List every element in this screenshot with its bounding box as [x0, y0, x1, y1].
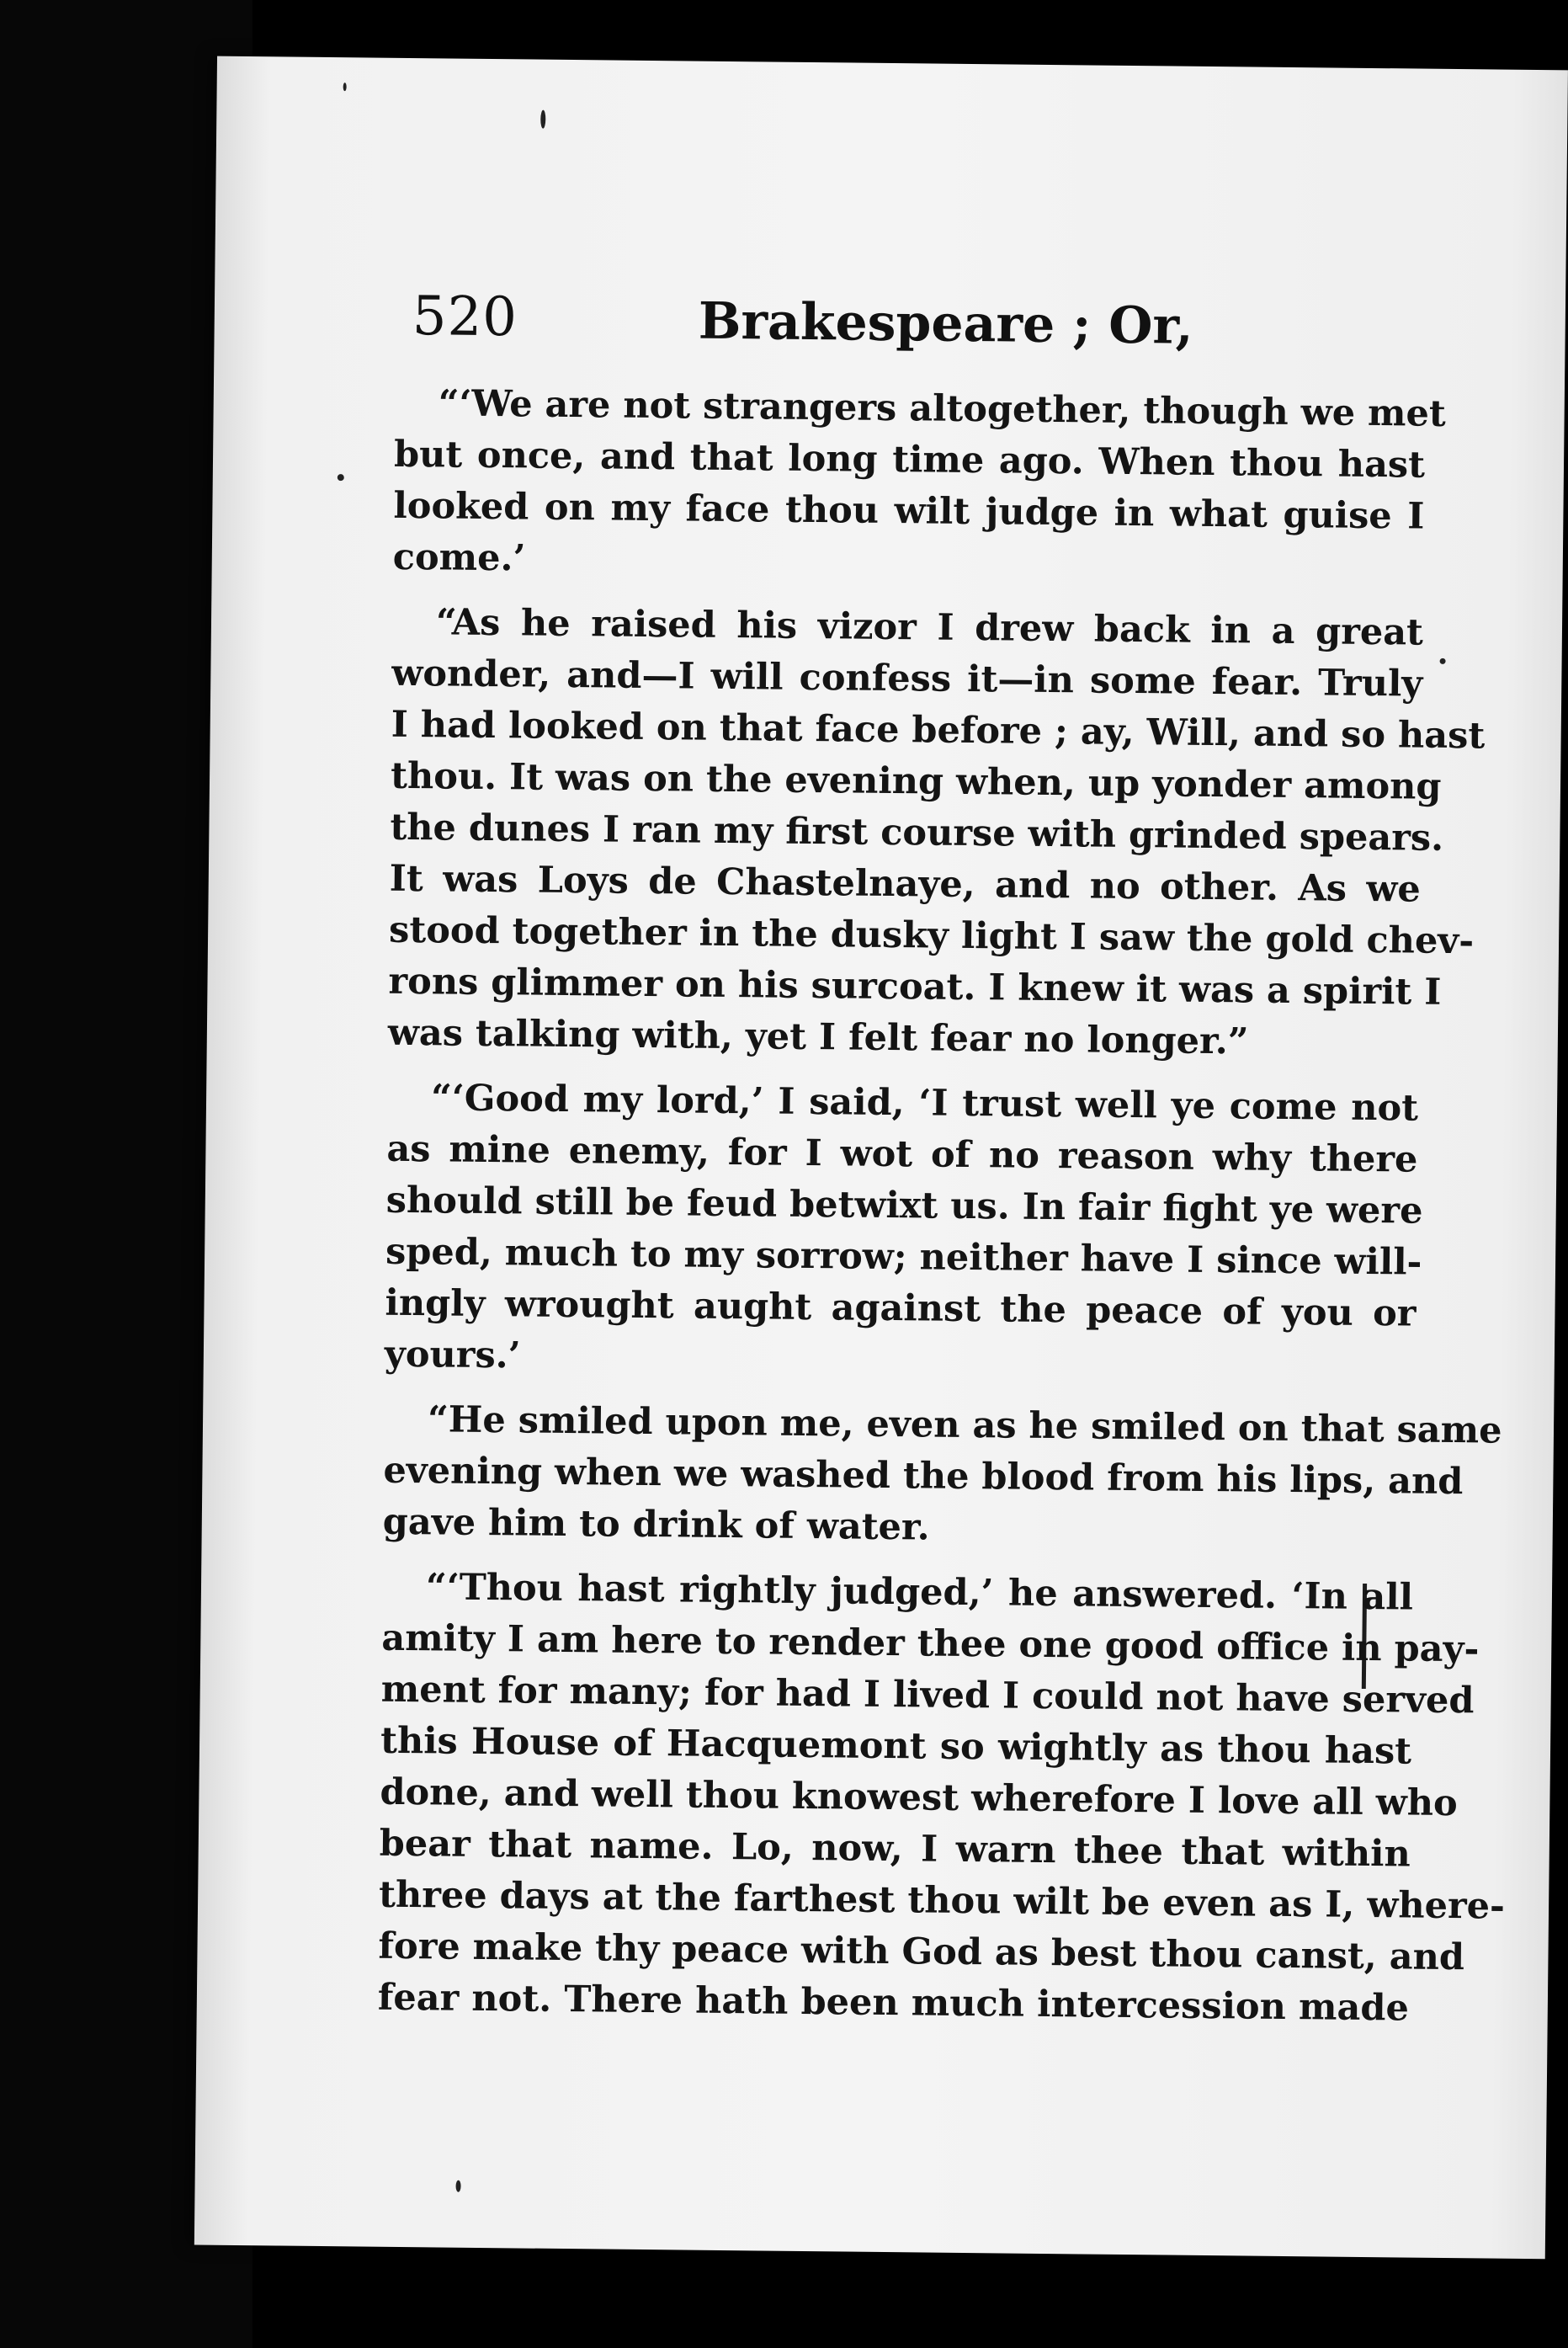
text-line: the dunes I ran my first course with grinded spears.	[390, 806, 1444, 860]
scan-speck	[540, 110, 545, 129]
text-line: evening when we washed the blood from his lips, and	[383, 1449, 1464, 1504]
text-line: ingly wrought aught against the peace of you or	[385, 1281, 1417, 1335]
text-line: “‘We are not strangers altogether, though we met	[438, 382, 1447, 435]
text-line: this House of Hacquemont so wightly as thou hast	[380, 1719, 1412, 1773]
text-line: done, and well thou knowest wherefore I love all who	[380, 1770, 1459, 1825]
running-title: Brakespeare ; Or,	[698, 291, 1193, 356]
book-page	[194, 56, 1568, 2260]
text-line: looked on my face thou wilt judge in what guise I	[393, 484, 1425, 538]
text-line: fear not. There hath been much intercession made	[377, 1976, 1410, 2030]
text-line: as mine enemy, for I wot of no reason why there	[386, 1127, 1418, 1181]
text-line: bear that name. Lo, now, I warn thee that within	[379, 1822, 1411, 1876]
text-line: rons glimmer on his surcoat. I knew it was a spirit I	[388, 960, 1442, 1014]
text-line: It was Loys de Chastelnaye, and no other. As we	[389, 857, 1422, 911]
paragraph	[382, 1394, 1502, 1559]
paragraph	[377, 1562, 1506, 2035]
text-line: I had looked on that face before ; ay, Will, and so hast	[391, 703, 1486, 758]
text-line: come.’	[392, 535, 526, 580]
text-line: yours.’	[384, 1333, 521, 1377]
text-line: amity I am here to render thee one good office in pay-	[381, 1616, 1480, 1671]
body-text	[377, 378, 1506, 2035]
paragraph	[384, 1073, 1423, 1392]
text-line: stood together in the dusky light I saw the gold chev-	[388, 908, 1475, 963]
text-line: “As he raised his vizor I drew back in a great	[435, 601, 1424, 654]
text-line: wonder, and—I will confess it—in some fear. Truly	[391, 652, 1423, 705]
text-line: sped, much to my sorrow; neither have I since will-	[385, 1230, 1422, 1284]
text-line: ment for many; for had I lived I could not have served	[380, 1668, 1475, 1722]
text-line: gave him to drink of water.	[382, 1500, 930, 1549]
paragraph	[387, 597, 1486, 1070]
paragraph	[392, 378, 1447, 594]
text-line: but once, and that long time ago. When thou hast	[393, 433, 1426, 487]
scan-speck	[343, 83, 347, 91]
scan-speck	[1440, 658, 1446, 664]
text-line: thou. It was on the evening when, up yonder among	[390, 754, 1442, 808]
scan-speck	[338, 474, 344, 481]
scan-speck	[455, 2180, 460, 2192]
text-line: should still be feud betwixt us. In fair fight ye were	[385, 1179, 1423, 1233]
page-content	[377, 285, 1506, 2048]
text-line: “‘Thou hast rightly judged,’ he answered. ‘In all	[425, 1566, 1414, 1619]
text-line: “‘Good my lord,’ I said, ‘I trust well ye come not	[430, 1077, 1419, 1130]
text-line: “He smiled upon me, even as he smiled on that same	[427, 1398, 1502, 1452]
text-line: three days at the farthest thou wilt be even as I, where-	[378, 1873, 1506, 1928]
text-line: fore make thy peace with God as best thou canst, and	[378, 1925, 1465, 1979]
page-header	[395, 285, 1427, 389]
page-number: 520	[412, 285, 518, 349]
text-line: was talking with, yet I felt fear no longer.”	[387, 1011, 1249, 1063]
